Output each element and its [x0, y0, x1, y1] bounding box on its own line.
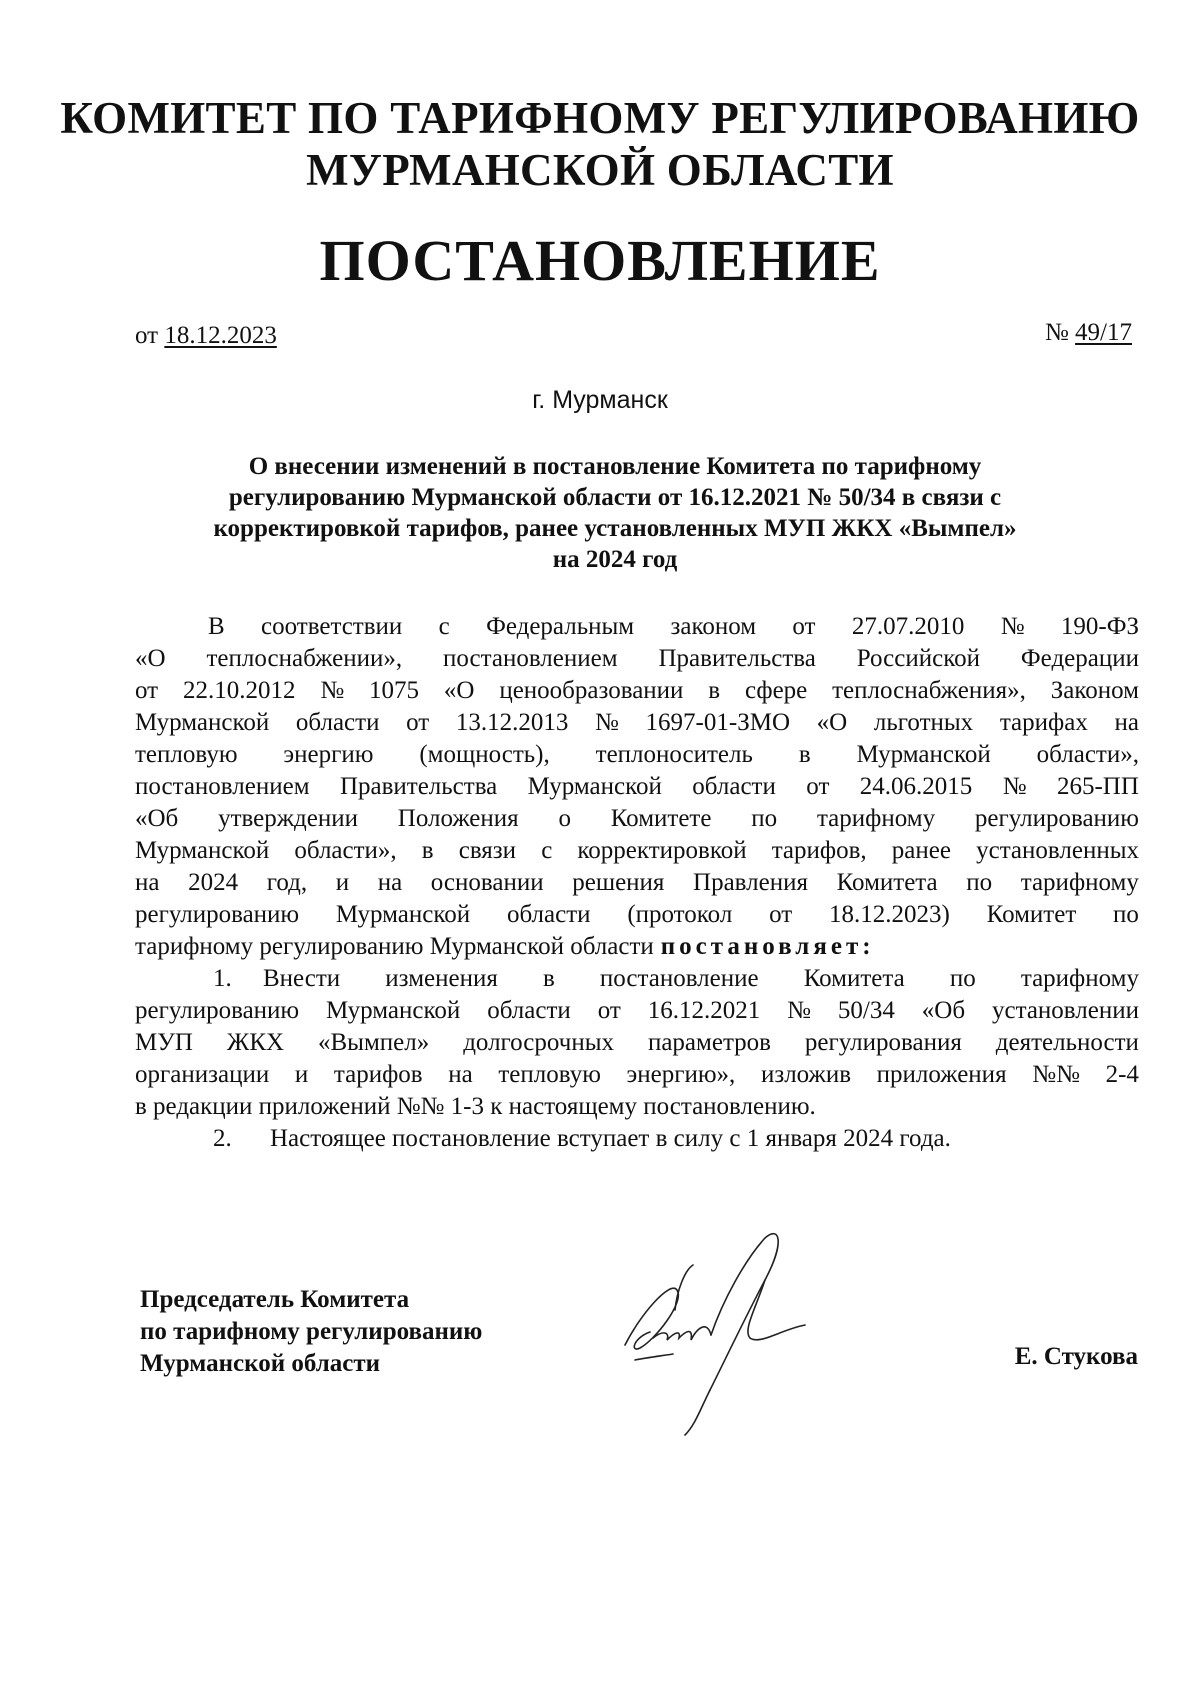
word: тарифному	[816, 805, 936, 832]
word: от	[806, 773, 830, 800]
word: «Об	[921, 997, 966, 1024]
word: Положения	[397, 805, 519, 832]
organization-header	[0, 92, 1200, 196]
word: 16.12.2021	[647, 997, 761, 1024]
handwritten-signature	[615, 1220, 845, 1450]
word: от	[406, 709, 430, 736]
subject-line: на 2024 год	[552, 546, 678, 573]
word: Федерации	[1020, 645, 1139, 672]
word: долгосрочных	[463, 1029, 615, 1056]
word: области	[506, 901, 591, 928]
date-prefix: от	[135, 322, 159, 349]
preamble-line	[135, 675, 1139, 707]
word: от	[135, 677, 159, 704]
word: установленных	[976, 837, 1139, 864]
word: 22.10.2012	[182, 677, 296, 704]
word: теплоснабжения»,	[832, 677, 1026, 704]
word: «О	[135, 645, 166, 672]
word: «О	[816, 709, 848, 736]
item-1-line	[135, 1027, 1139, 1059]
word: ценообразовании	[499, 677, 684, 704]
document-type-title: ПОСТАНОВЛЕНИЕ	[319, 228, 881, 293]
word: 18.12.2023)	[829, 901, 950, 928]
document-number	[1045, 318, 1132, 348]
number-value: 49/17	[1075, 319, 1132, 346]
word: постановлением	[443, 645, 618, 672]
word: Правительства	[658, 645, 816, 672]
word: корректировкой	[577, 837, 747, 864]
word: регулированию	[974, 805, 1139, 832]
word: утверждении	[218, 805, 358, 832]
word: (мощность),	[419, 741, 550, 768]
word: от	[769, 901, 793, 928]
word: энергию»,	[626, 1061, 736, 1088]
word: тарифов,	[771, 837, 867, 864]
word: 24.06.2015	[859, 773, 973, 800]
word: 190-ФЗ	[1060, 613, 1139, 640]
word: изложив	[760, 1061, 852, 1088]
word: Мурманской	[527, 773, 662, 800]
word: постановлением	[135, 773, 310, 800]
preamble-line	[135, 707, 1139, 739]
word: с	[438, 613, 450, 640]
word: постановление	[599, 965, 759, 992]
word: Внести	[263, 965, 341, 992]
word: №	[787, 997, 811, 1024]
word: с	[541, 837, 553, 864]
item-1-last-line	[135, 1091, 1139, 1123]
word: от	[792, 613, 816, 640]
word: по	[1113, 901, 1139, 928]
word: тепловую	[135, 741, 238, 768]
item-1-line	[135, 995, 1139, 1027]
preamble-line	[135, 739, 1139, 771]
word: льготных	[873, 709, 974, 736]
word: Законом	[1050, 677, 1139, 704]
word: законом	[670, 613, 757, 640]
word: тарифов	[333, 1061, 423, 1088]
word: в	[798, 741, 811, 768]
document-date	[135, 321, 277, 351]
word: «Вымпел»	[318, 1029, 430, 1056]
signer-name: Е. Стукова	[1014, 1343, 1138, 1370]
signer-title-line: по тарифному регулированию	[140, 1318, 483, 1345]
word: теплоснабжении»,	[206, 645, 403, 672]
word: «О	[443, 677, 475, 704]
decree-word: постановляет:	[660, 933, 875, 960]
word: области	[487, 997, 571, 1024]
word: год,	[266, 869, 308, 896]
word: о	[558, 805, 571, 832]
word: теплоноситель	[595, 741, 753, 768]
word: сфере	[744, 677, 808, 704]
word: энергию	[283, 741, 374, 768]
word: на	[135, 869, 160, 896]
word: 27.07.2010	[851, 613, 965, 640]
word: по	[949, 965, 976, 992]
word: Правительства	[339, 773, 498, 800]
item-1-first-line	[135, 963, 1139, 995]
word: 1697-01-ЗМО	[645, 709, 791, 736]
preamble-last-text: тарифному регулированию Мурманской области	[135, 933, 654, 960]
word: №	[595, 709, 619, 736]
document-body	[135, 611, 1139, 1155]
word: Мурманской	[856, 741, 991, 768]
word: ранее	[891, 837, 951, 864]
word: 1075	[369, 677, 420, 704]
word: по	[751, 805, 778, 832]
word: в	[542, 965, 555, 992]
number-prefix: №	[1044, 319, 1069, 346]
subject-line: корректировкой тарифов, ранее установленных МУП ЖКХ «Вымпел»	[213, 515, 1017, 542]
word: параметров	[647, 1029, 771, 1056]
word: №	[320, 677, 345, 704]
item-2-text: Настоящее постановление вступает в силу с 1 января 2024 года.	[270, 1125, 951, 1152]
word: 13.12.2013	[455, 709, 569, 736]
word: Комитет	[986, 901, 1077, 928]
word: тарифному	[1020, 965, 1139, 992]
word: области»,	[294, 837, 397, 864]
subject-line: О внесении изменений в постановление Комитета по тарифному	[248, 453, 982, 480]
word: приложения	[876, 1061, 1007, 1088]
word: №№	[1032, 1061, 1080, 1088]
word: области	[295, 709, 380, 736]
date-value: 18.12.2023	[164, 322, 277, 349]
preamble-last-line	[135, 931, 1139, 963]
word: и	[335, 869, 350, 896]
word: В	[208, 613, 225, 640]
word: Мурманской	[135, 709, 270, 736]
preamble-line	[135, 899, 1139, 931]
city: г. Мурманск	[532, 386, 668, 414]
word: в	[421, 837, 434, 864]
org-name-line-2: МУРМАНСКОЙ ОБЛАСТИ	[306, 145, 894, 195]
signer-title-line: Мурманской области	[140, 1350, 381, 1377]
word: №	[1002, 773, 1027, 800]
word: Мурманской	[335, 901, 471, 928]
word: регулирования	[804, 1029, 962, 1056]
word: связи	[458, 837, 517, 864]
item-1-line	[135, 1059, 1139, 1091]
signer-title-line: Председатель Комитета	[140, 1286, 410, 1313]
word: установлении	[992, 997, 1139, 1024]
preamble-line	[135, 835, 1139, 867]
word: Мурманской	[326, 997, 461, 1024]
word: Комитета	[803, 965, 905, 992]
word: 50/34	[837, 997, 895, 1024]
org-name-line-1: КОМИТЕТ ПО ТАРИФНОМУ РЕГУЛИРОВАНИЮ	[60, 93, 1140, 143]
preamble-line	[135, 611, 1139, 643]
word: и	[294, 1061, 309, 1088]
word: ЖКХ	[226, 1029, 285, 1056]
word: 2-4	[1105, 1061, 1139, 1088]
word: решения	[572, 869, 665, 896]
word: области	[692, 773, 776, 800]
word: (протокол	[627, 901, 733, 928]
word: 2024	[188, 869, 239, 896]
word: регулированию	[135, 997, 300, 1024]
word: соответствии	[261, 613, 403, 640]
preamble-line	[135, 803, 1139, 835]
word: по	[966, 869, 993, 896]
preamble-line	[135, 643, 1139, 675]
word: №	[1000, 613, 1025, 640]
item-2	[135, 1123, 1139, 1155]
word: регулированию	[135, 901, 300, 928]
word: Федеральным	[486, 613, 635, 640]
word: Комитете	[610, 805, 712, 832]
word: организации	[135, 1061, 270, 1088]
word: Комитета	[836, 869, 938, 896]
item-1-line	[263, 963, 1139, 995]
word: изменения	[385, 965, 498, 992]
word: основании	[430, 869, 544, 896]
word: тепловую	[498, 1061, 601, 1088]
item-2-number: 2.	[213, 1125, 232, 1152]
preamble-line	[135, 867, 1139, 899]
word: в	[708, 677, 721, 704]
word: Российской	[856, 645, 980, 672]
word: от	[597, 997, 621, 1024]
word: области»,	[1036, 741, 1139, 768]
word: тарифах	[999, 709, 1088, 736]
word: тарифному	[1020, 869, 1139, 896]
word: «Об	[135, 805, 179, 832]
word: Мурманской	[135, 837, 270, 864]
word: на	[377, 869, 403, 896]
subject-line: регулированию Мурманской области от 16.12.2021 № 50/34 в связи с	[228, 484, 1002, 511]
document-subject	[150, 451, 1080, 575]
item-1-number: 1.	[213, 965, 232, 992]
signer-title	[140, 1284, 482, 1380]
word: МУП	[135, 1029, 193, 1056]
item-1-last-text: в редакции приложений №№ 1-3 к настоящему постановлению.	[135, 1093, 816, 1120]
word: деятельности	[995, 1029, 1139, 1056]
word: Правления	[693, 869, 808, 896]
preamble-line	[135, 771, 1139, 803]
word: 265-ПП	[1056, 773, 1139, 800]
word: на	[1114, 709, 1139, 736]
word: на	[448, 1061, 473, 1088]
